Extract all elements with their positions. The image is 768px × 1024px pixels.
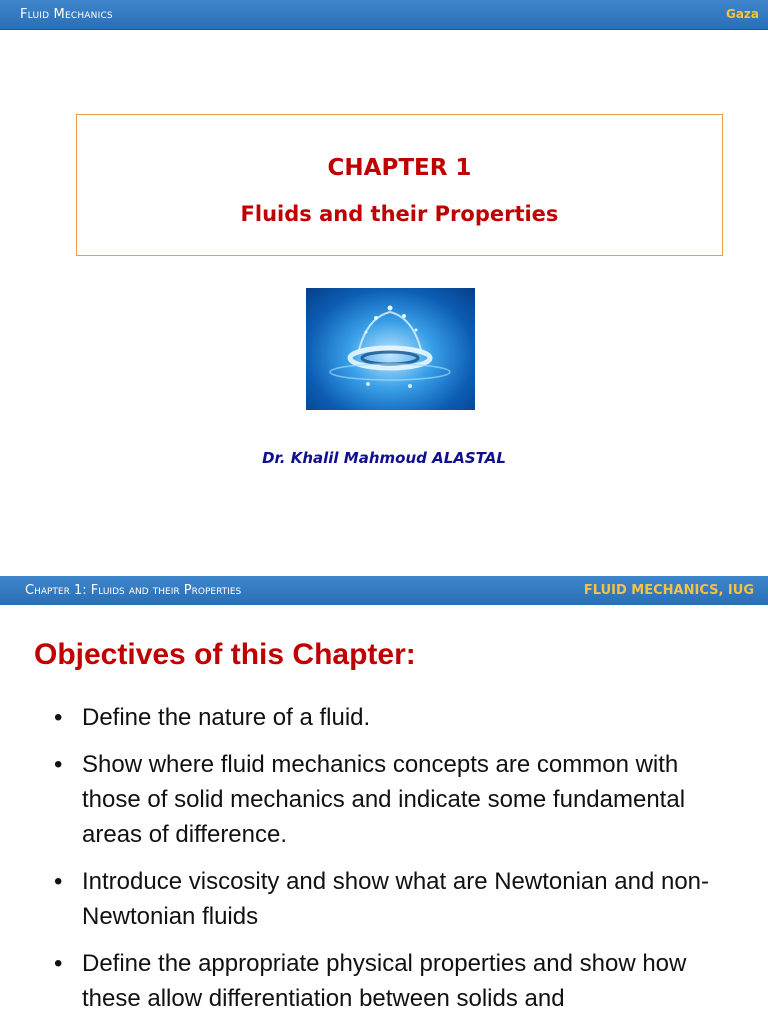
- slide-header-bar: [0, 0, 768, 30]
- list-item: [46, 700, 736, 735]
- objectives-slide: [0, 576, 768, 1024]
- bullet-icon: •: [54, 704, 63, 731]
- list-item: [46, 864, 736, 934]
- list-item-text: Introduce viscosity and show what are Newtonian and non-Newtonian fluids: [82, 868, 710, 930]
- bullet-icon: •: [54, 751, 63, 778]
- list-item-text: Define the appropriate physical properties and show how these allow differentiation between solids and: [82, 950, 687, 1012]
- bullet-icon: •: [54, 950, 63, 977]
- list-item-text: Show where fluid mechanics concepts are common with those of solid mechanics and indicate some fundamental areas of difference.: [82, 751, 686, 848]
- water-splash-icon: [306, 288, 475, 410]
- objectives-list: [46, 700, 736, 1024]
- title-box: [76, 114, 723, 256]
- objectives-heading: Objectives of this Chapter:: [34, 638, 416, 671]
- header-location: Gaza: [725, 7, 759, 21]
- author-name: Dr. Khalil Mahmoud ALASTAL: [262, 449, 506, 467]
- list-item-text: Define the nature of a fluid.: [82, 704, 371, 731]
- bullet-icon: •: [54, 868, 63, 895]
- chapter-number: CHAPTER 1: [327, 155, 472, 181]
- list-item: [46, 946, 736, 1016]
- header-chapter-title: Chapter 1: Fluids and their Properties: [25, 583, 242, 598]
- list-item: [46, 747, 736, 852]
- header-course-label: FLUID MECHANICS, IUG: [583, 583, 754, 598]
- header-course-title: Fluid Mechanics: [20, 7, 113, 22]
- slide-header-bar: [0, 576, 768, 605]
- chapter-title: Fluids and their Properties: [240, 202, 559, 226]
